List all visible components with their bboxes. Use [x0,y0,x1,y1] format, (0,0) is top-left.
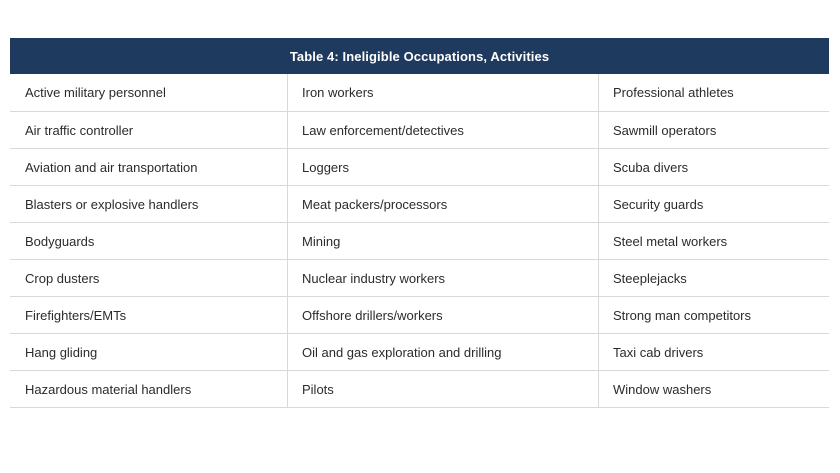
table-cell: Hazardous material handlers [10,371,288,407]
table-cell: Firefighters/EMTs [10,297,288,333]
table-row [10,333,829,370]
table-row [10,222,829,259]
table-row [10,111,829,148]
table-cell: Steeplejacks [613,270,687,286]
table-cell: Sawmill operators [613,122,717,138]
table-cell: Professional athletes [613,85,734,100]
table-body [10,74,829,408]
table-row [10,296,829,333]
table-cell: Window washers [613,381,712,397]
table-cell: Law enforcement/detectives [288,112,599,148]
table-cell: Hang gliding [10,334,288,370]
table-title: Table 4: Ineligible Occupations, Activities [289,48,550,64]
table-cell: Iron workers [288,74,599,111]
table-row [10,185,829,222]
table-cell: Active military personnel [10,74,288,111]
table-cell: Security guards [613,196,704,212]
table-cell: Aviation and air transportation [10,149,288,185]
table-title-bar [10,38,829,74]
table-cell: Offshore drillers/workers [288,297,599,333]
table-cell: Meat packers/processors [288,186,599,222]
table-cell: Bodyguards [10,223,288,259]
table-row [10,370,829,407]
table-row [10,74,829,111]
table-cell: Taxi cab drivers [613,344,704,360]
table-cell: Steel metal workers [613,233,728,249]
table-cell: Loggers [288,149,599,185]
table-cell: Strong man competitors [613,307,752,323]
table-cell: Blasters or explosive handlers [10,186,288,222]
ineligible-occupations-table [10,38,829,408]
table-row [10,259,829,296]
table-cell: Scuba divers [613,159,689,175]
table-cell: Pilots [288,371,599,407]
table-row [10,148,829,185]
table-cell: Nuclear industry workers [288,260,599,296]
table-cell: Air traffic controller [10,112,288,148]
table-cell: Oil and gas exploration and drilling [288,334,599,370]
table-cell: Crop dusters [10,260,288,296]
table-cell: Mining [288,223,599,259]
